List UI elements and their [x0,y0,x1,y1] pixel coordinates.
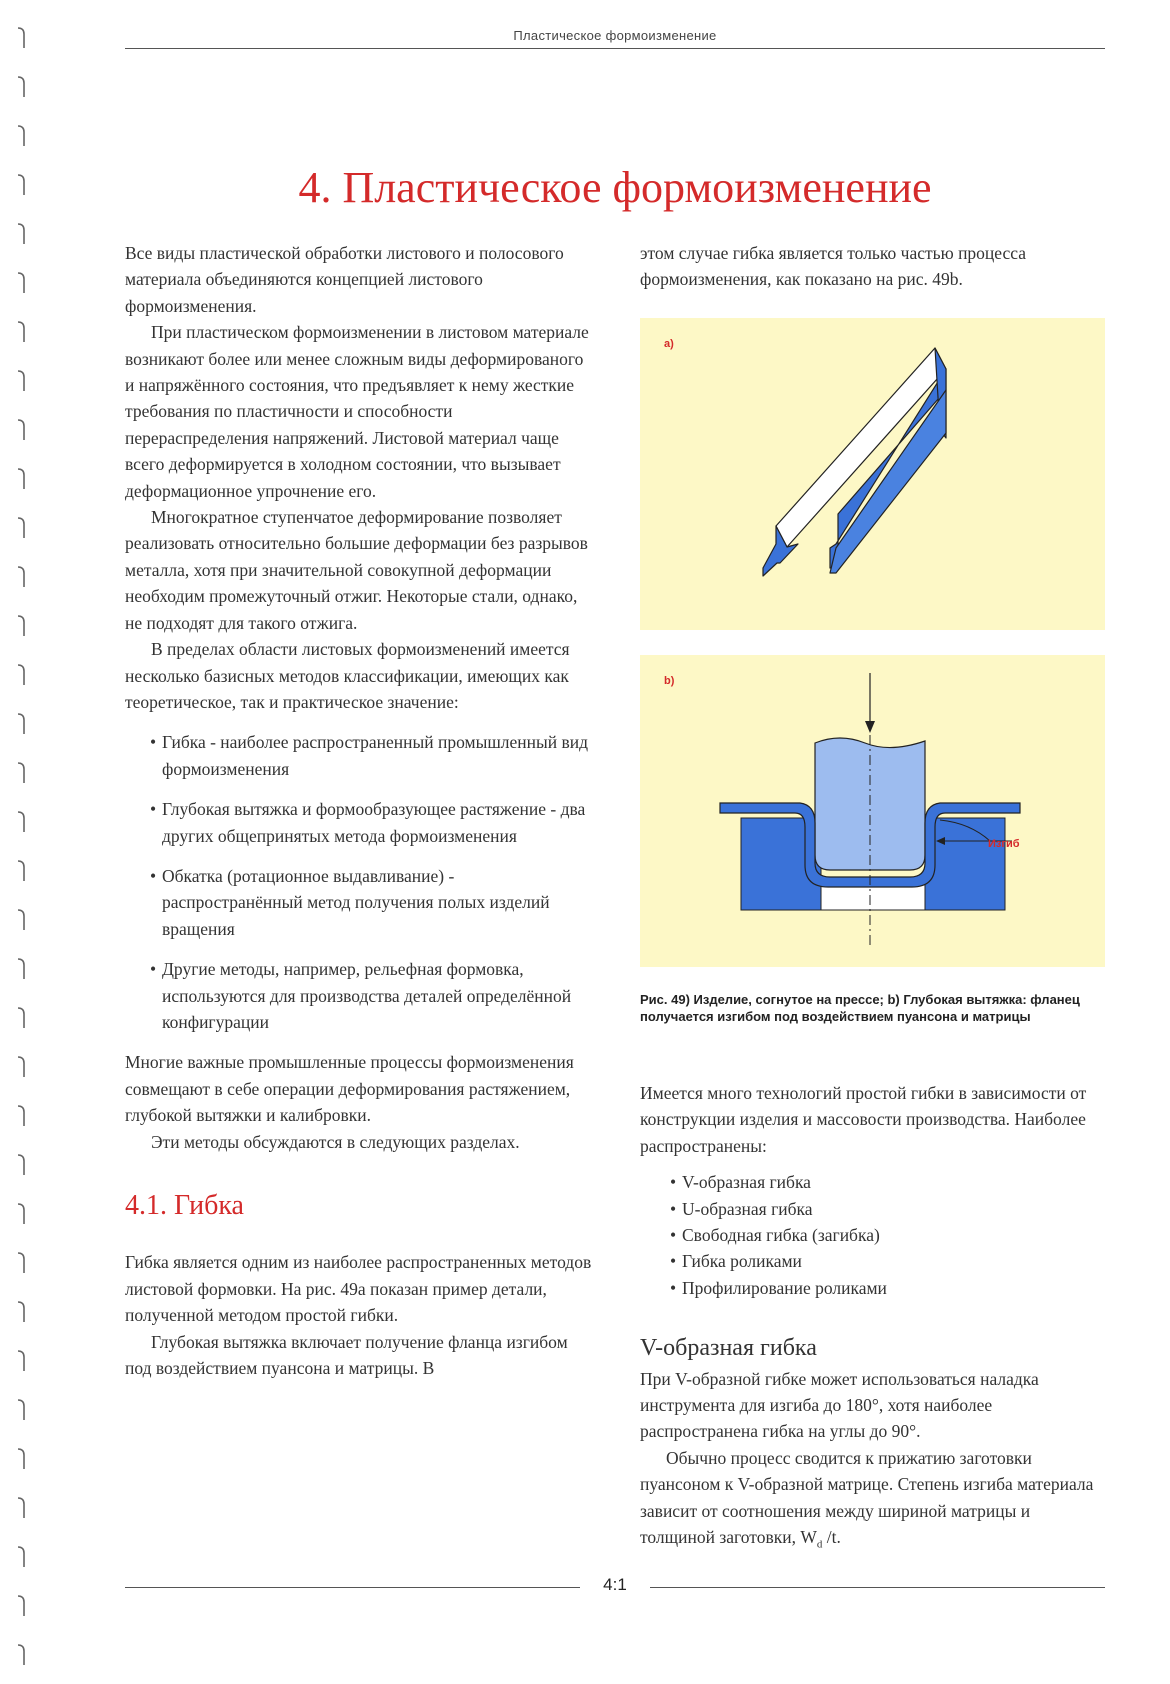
paragraph: Эти методы обсуждаются в следующих разделах. [151,1131,520,1152]
left-column [125,240,595,1381]
paragraph: Имеется много технологий простой гибки в зависимости от конструкции изделия и массовости производства. Наиболее распространены: [640,1083,1087,1156]
binding-mark [18,763,24,783]
binding-mark [18,1400,24,1420]
binding-mark [18,1204,24,1224]
binding-mark [18,28,24,48]
binding-mark [18,1596,24,1616]
channel-profile-illustration [640,318,1105,630]
right-column-bottom [640,1080,1105,1558]
list-item: • V-образная гибка [670,1172,811,1193]
binding-mark [18,616,24,636]
binding-mark [18,518,24,538]
paragraph: Гибка является одним из наиболее распространенных методов листовой формовки. На рис. 49a показан пример детали, полученной методом простой гибки. [125,1252,592,1326]
list-item: • Гибка - наиболее распространенный промышленный вид формоизменения [150,732,589,779]
binding-mark [18,714,24,734]
binding-mark [18,126,24,146]
header-rule [125,48,1105,49]
die-right [925,818,1005,910]
binding-mark [18,1449,24,1469]
binding-mark [18,1498,24,1518]
deep-drawing-illustration [640,655,1105,967]
binding-mark [18,1645,24,1665]
binding-mark [18,1155,24,1175]
binding-mark [18,861,24,881]
running-header: Пластическое формоизменение [513,28,717,43]
paragraph: При пластическом формоизменении в листовом материале возникают более или менее сложным виды деформированого и напряжённого состояния, что предъявляет к нему жесткие требования по пластичности и способности перераспределения напряжений. Листовой материал чаще всего деформируется в холодном состоянии, что вызывает деформационное упрочнение его. [125,322,589,501]
paragraph: этом случае гибка является только частью процесса формоизменения, как показано на рис. 49b. [640,243,1027,290]
list-item: • Другие методы, например, рельефная формовка, используются для производства деталей определённой конфигурации [150,959,572,1032]
paragraph: Многократное ступенчатое деформирование позволяет реализовать относительно большие деформации без разрывов металла, хотя при значительной совокупной деформации необходим промежуточный отжиг. Некоторые стали, однако, не подходят для такого отжига. [125,507,588,633]
paragraph: Обычно процесс сводится к прижатию заготовки пуансоном к V-образной матрице. Степень изгиба материала зависит от соотношения между шириной матрицы и толщиной заготовки, $W_d$ /t. [640,1447,1094,1551]
binding-mark [18,959,24,979]
binding-mark [18,1302,24,1322]
list-item: • Профилирование роликами [670,1277,887,1298]
list-item: • Глубокая вытяжка и формообразующее растяжение - два других общепринятых метода формоизменения [150,799,586,846]
binding-mark [18,420,24,440]
list-item: • Свободная гибка (загибка) [670,1225,880,1246]
chapter-title: 4. Пластическое формоизменение [298,163,932,212]
binding-mark [18,1057,24,1077]
footer-rule-left [125,1587,580,1588]
binding-mark [18,1253,24,1273]
right-column-top [640,240,1105,293]
paragraph: При V-образной гибке может использоваться наладка инструмента для изгиба до 180°, хотя наиболее распространена гибка на углы до 90°. [640,1368,1039,1442]
figure-panel-b [640,655,1105,967]
binding-mark [18,1106,24,1126]
binding-mark [18,469,24,489]
paragraph: В пределах области листовых формоизменений имеется несколько базисных методов классификации, имеющих как теоретическое, так и практическое значение: [125,639,570,712]
binding-mark [18,371,24,391]
binding-mark [18,224,24,244]
figure-label-b: b) [664,675,675,687]
binding-mark [18,273,24,293]
binding-mark [18,910,24,930]
binding-mark [18,322,24,342]
list-item: • Обкатка (ротационное выдавливание) - распространённый метод получения полых изделий вращения [150,865,550,939]
binding-mark [18,77,24,97]
binding-mark [18,1351,24,1371]
subheading: V-образная гибка [640,1335,817,1362]
figure-label-a: a) [664,338,674,350]
bending-types-list [670,1169,1105,1301]
binding-marks [0,0,40,1684]
binding-mark [18,567,24,587]
intro-paragraph: Все виды пластической обработки листового и полосового материала объединяются концепцией листового формоизменения. [125,243,564,316]
binding-mark [18,812,24,832]
binding-mark [18,665,24,685]
binding-mark [18,1008,24,1028]
figure-caption: Рис. 49) Изделие, согнутое на прессе; b) Глубокая вытяжка: фланец получается изгибом под воздействием пуансона и матрицы [640,992,1080,1024]
bend-label: Изгиб [988,838,1020,850]
paragraph: Глубокая вытяжка включает получение фланца изгибом под воздействием пуансона и матрицы. В [125,1331,568,1379]
binding-mark [18,175,24,195]
page-number: 4:1 [603,1575,627,1594]
paragraph: Многие важные промышленные процессы формоизменения совмещают в себе операции деформирования растяжением, глубокой вытяжки и калибровки. [125,1052,574,1126]
list-item: • U-образная гибка [670,1198,813,1219]
footer-rule-right [650,1587,1105,1588]
section-title: 4.1. Гибка [125,1190,244,1221]
figure-panel-a [640,318,1105,630]
binding-mark [18,1547,24,1567]
list-item: • Гибка роликами [670,1251,802,1272]
force-arrow-head [865,721,875,733]
methods-list [150,729,595,1035]
